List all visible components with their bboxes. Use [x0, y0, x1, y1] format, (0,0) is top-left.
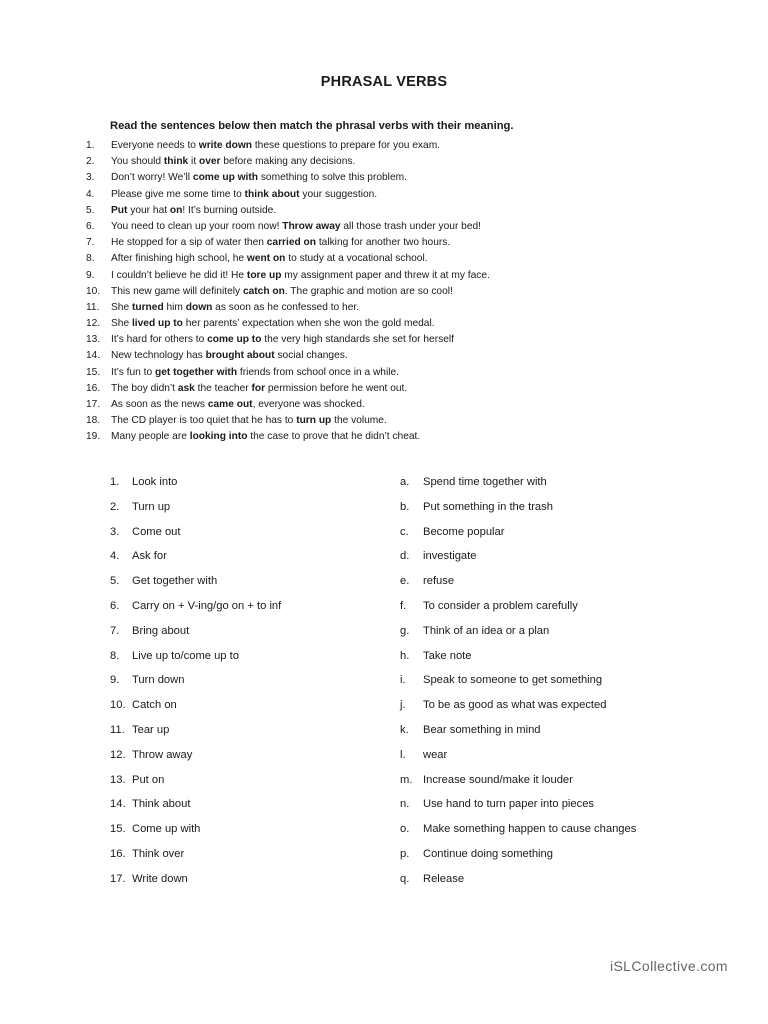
phrasal-verb-highlight: think about: [244, 188, 300, 200]
item-number: 8.: [110, 649, 120, 662]
sentence-fragment: my assignment paper and threw it at my face.: [281, 269, 490, 281]
sentence-fragment: As soon as the news: [111, 399, 208, 410]
item-letter: b.: [400, 500, 410, 513]
sentence-fragment: before making any decisions.: [220, 156, 356, 168]
sentence-number: 5.: [86, 204, 95, 216]
phrasal-verb-highlight: brought about: [205, 350, 275, 362]
sentence-fragment: it: [188, 156, 199, 168]
item-number: 3.: [110, 525, 120, 538]
phrasal-verb-highlight: for: [251, 382, 266, 394]
sentence-number: 3.: [86, 172, 95, 184]
phrasal-verb-text: Catch on: [132, 699, 177, 712]
sentence-fragment: to study at a vocational school.: [285, 253, 428, 265]
phrasal-verb-text: Ask for: [132, 550, 167, 563]
sentence-text: [111, 413, 387, 429]
sentence-number: 19.: [86, 431, 101, 443]
sentence-fragment: She: [111, 301, 132, 313]
phrasal-verb-text: Live up to/come up to: [132, 649, 239, 662]
sentence-fragment: the case to prove that he didn’t cheat.: [247, 431, 421, 443]
phrasal-verb-text: Carry on + V-ing/go on + to inf: [132, 599, 282, 612]
sentence-fragment: He stopped for a sip of water then: [111, 237, 267, 249]
item-number: 15.: [110, 823, 126, 836]
sentence-fragment: The CD player is too quiet that he has to: [111, 415, 297, 427]
item-letter: j.: [400, 699, 406, 712]
item-number: 17.: [110, 872, 126, 885]
sentence-number: 2.: [86, 156, 95, 168]
item-number: 4.: [110, 550, 120, 563]
meaning-text: Release: [423, 872, 465, 885]
meaning-text: wear: [423, 748, 448, 761]
sentence-text: [111, 381, 407, 397]
phrasal-verb-highlight: came out: [207, 399, 253, 410]
sentence-fragment: It’s fun to: [111, 366, 155, 378]
meaning-text: To be as good as what was expected: [423, 699, 607, 712]
sentence-number: 18.: [86, 415, 101, 427]
sentence-number: 7.: [86, 237, 95, 249]
sentence-text: [111, 187, 377, 203]
meaning-text: Make something happen to cause changes: [423, 823, 637, 836]
phrasal-verb-highlight: turn up: [296, 415, 332, 427]
sentence-fragment: ! It’s burning outside.: [182, 204, 277, 216]
sentence-text: [111, 268, 490, 284]
phrasal-verb-text: Put on: [132, 773, 165, 786]
sentence-fragment: your suggestion.: [299, 188, 378, 200]
sentence-fragment: I couldn’t believe he did it! He: [111, 269, 247, 281]
sentence-fragment: something to solve this problem.: [258, 172, 407, 184]
sentence-fragment: This new game will definitely: [111, 285, 243, 297]
phrasal-verb-highlight: on: [169, 204, 183, 216]
sentence-number: 11.: [86, 301, 100, 313]
sentence-fragment: Everyone needs to: [111, 140, 199, 151]
sentence-number: 1.: [86, 140, 95, 151]
item-number: 12.: [110, 748, 126, 761]
item-number: 11.: [110, 723, 125, 736]
item-letter: a.: [400, 476, 410, 488]
phrasal-verb-highlight: come up to: [207, 334, 262, 346]
sentence-fragment: New technology has: [111, 350, 206, 362]
site-watermark: iSLCollective.com: [609, 958, 728, 974]
phrasal-verb-highlight: Put: [111, 204, 128, 216]
item-letter: k.: [400, 723, 409, 736]
item-letter: f.: [400, 599, 407, 612]
sentence-number: 10.: [86, 285, 101, 297]
phrasal-verb-text: Think about: [132, 798, 191, 811]
item-number: 1.: [110, 476, 120, 488]
sentence-number: 8.: [86, 253, 95, 265]
sentence-text: [111, 397, 365, 413]
phrasal-verb-text: Write down: [132, 872, 188, 885]
sentence-fragment: the teacher: [194, 382, 252, 394]
phrasal-verb-highlight: get together with: [154, 366, 238, 378]
item-number: 2.: [110, 500, 120, 513]
sentence-text: [111, 348, 348, 364]
meaning-text: investigate: [423, 550, 477, 563]
phrasal-verb-text: Throw away: [132, 748, 193, 761]
phrasal-verb-highlight: ask: [177, 382, 195, 394]
meaning-text: Become popular: [423, 525, 505, 538]
item-number: 16.: [110, 847, 126, 860]
phrasal-verb-highlight: come up with: [192, 172, 258, 184]
meaning-text: Take note: [423, 649, 472, 662]
item-letter: m.: [400, 773, 413, 786]
sentence-text: [111, 235, 450, 251]
sentence-fragment: Don’t worry! We’ll: [111, 172, 193, 184]
phrasal-verb-highlight: turned: [131, 301, 164, 313]
phrasal-verb-text: Bring about: [132, 624, 190, 637]
item-number: 5.: [110, 575, 120, 588]
phrasal-verb-highlight: catch on: [242, 285, 285, 297]
phrasal-verb-text: Come up with: [132, 823, 201, 836]
sentence-text: [111, 300, 359, 316]
sentence-text: [111, 429, 420, 445]
item-letter: o.: [400, 823, 410, 836]
sentence-fragment: Please give me some time to: [111, 188, 245, 200]
phrasal-verb-text: Turn up: [132, 500, 171, 513]
item-letter: n.: [400, 798, 410, 811]
sentence-text: [111, 284, 453, 300]
sentence-fragment: friends from school once in a while.: [237, 366, 399, 378]
item-letter: i.: [400, 674, 406, 687]
sentence-text: [111, 251, 428, 267]
sentence-number: 4.: [86, 188, 95, 200]
phrasal-verb-highlight: carried on: [266, 237, 316, 249]
sentence-fragment: You need to clean up your room now!: [111, 220, 283, 232]
sentence-fragment: all those trash under your bed!: [340, 220, 481, 232]
meaning-text: Increase sound/make it louder: [423, 773, 573, 786]
sentence-fragment: the volume.: [331, 415, 387, 427]
sentence-fragment: , everyone was shocked.: [252, 399, 365, 410]
sentence-fragment: him: [163, 301, 186, 313]
sentence-fragment: She: [111, 318, 132, 330]
meaning-text: Put something in the trash: [423, 500, 553, 513]
sentence-number: 6.: [86, 220, 95, 232]
sentence-number: 16.: [86, 382, 101, 394]
item-letter: e.: [400, 575, 410, 588]
sentence-fragment: her parents’ expectation when she won the gold medal.: [182, 318, 435, 330]
phrasal-verb-highlight: write down: [198, 140, 252, 151]
phrasal-verb-highlight: looking into: [189, 431, 248, 443]
sentence-number: 9.: [86, 269, 95, 281]
phrasal-verb-highlight: tore up: [246, 269, 282, 281]
sentence-text: [111, 316, 435, 332]
meaning-text: Continue doing something: [423, 847, 553, 860]
sentence-text: [111, 219, 481, 235]
sentence-fragment: After finishing high school, he: [111, 253, 247, 265]
sentence-text: [111, 154, 355, 170]
sentence-fragment: . The graphic and motion are so cool!: [284, 285, 453, 297]
meaning-text: To consider a problem carefully: [423, 599, 578, 612]
meaning-text: Spend time together with: [423, 476, 547, 488]
sentence-fragment: your hat: [127, 204, 170, 216]
sentence-number: 12.: [86, 318, 101, 330]
sentence-fragment: permission before he went out.: [265, 382, 408, 394]
sentence-text: [111, 203, 276, 219]
instruction-text: Read the sentences below then match the phrasal verbs with their meaning.: [110, 120, 514, 132]
item-number: 9.: [110, 674, 120, 687]
sentence-text: [111, 365, 399, 381]
meaning-text: Bear something in mind: [423, 723, 541, 736]
phrasal-verb-highlight: Throw away: [282, 220, 341, 232]
phrasal-verb-text: Come out: [132, 525, 181, 538]
phrasal-verb-text: Look into: [132, 476, 178, 488]
item-letter: c.: [400, 525, 409, 538]
meaning-text: Speak to someone to get something: [423, 674, 603, 687]
item-letter: h.: [400, 649, 410, 662]
phrasal-verb-highlight: down: [185, 301, 213, 313]
page-title: PHRASAL VERBS: [320, 74, 448, 90]
sentence-fragment: talking for another two hours.: [316, 237, 451, 249]
phrasal-verb-highlight: over: [198, 156, 221, 168]
sentence-number: 17.: [86, 399, 101, 410]
meaning-text: refuse: [423, 575, 455, 588]
item-number: 13.: [110, 773, 126, 786]
meaning-text: Use hand to turn paper into pieces: [423, 798, 595, 811]
sentence-fragment: as soon as he confessed to her.: [212, 301, 360, 313]
sentence-number: 14.: [86, 350, 101, 362]
sentence-text: [111, 138, 440, 154]
item-letter: p.: [400, 847, 410, 860]
phrasal-verb-highlight: think: [163, 156, 189, 168]
item-letter: d.: [400, 550, 410, 563]
item-letter: g.: [400, 624, 410, 637]
sentence-fragment: The boy didn’t: [111, 382, 178, 394]
sentence-fragment: It’s hard for others to: [111, 334, 208, 346]
sentence-text: [111, 332, 454, 348]
phrasal-verb-text: Get together with: [132, 575, 218, 588]
meaning-text: Think of an idea or a plan: [423, 624, 550, 637]
item-number: 6.: [110, 599, 120, 612]
sentence-text: [111, 170, 407, 186]
item-number: 14.: [110, 798, 126, 811]
sentence-fragment: social changes.: [274, 350, 348, 362]
phrasal-verb-highlight: went on: [246, 253, 286, 265]
phrasal-verb-text: Think over: [132, 847, 185, 860]
phrasal-verb-highlight: lived up to: [131, 318, 183, 330]
sentence-fragment: You should: [111, 156, 164, 168]
sentence-fragment: Many people are: [111, 431, 190, 443]
item-letter: q.: [400, 872, 410, 885]
phrasal-verb-text: Tear up: [132, 723, 170, 736]
item-number: 7.: [110, 624, 120, 637]
phrasal-verb-text: Turn down: [132, 674, 185, 687]
item-letter: l.: [400, 748, 406, 761]
sentence-fragment: the very high standards she set for herself: [261, 334, 454, 346]
sentence-fragment: these questions to prepare for you exam.: [252, 140, 441, 151]
sentence-number: 13.: [86, 334, 101, 346]
item-number: 10.: [110, 699, 126, 712]
sentence-number: 15.: [86, 366, 101, 378]
